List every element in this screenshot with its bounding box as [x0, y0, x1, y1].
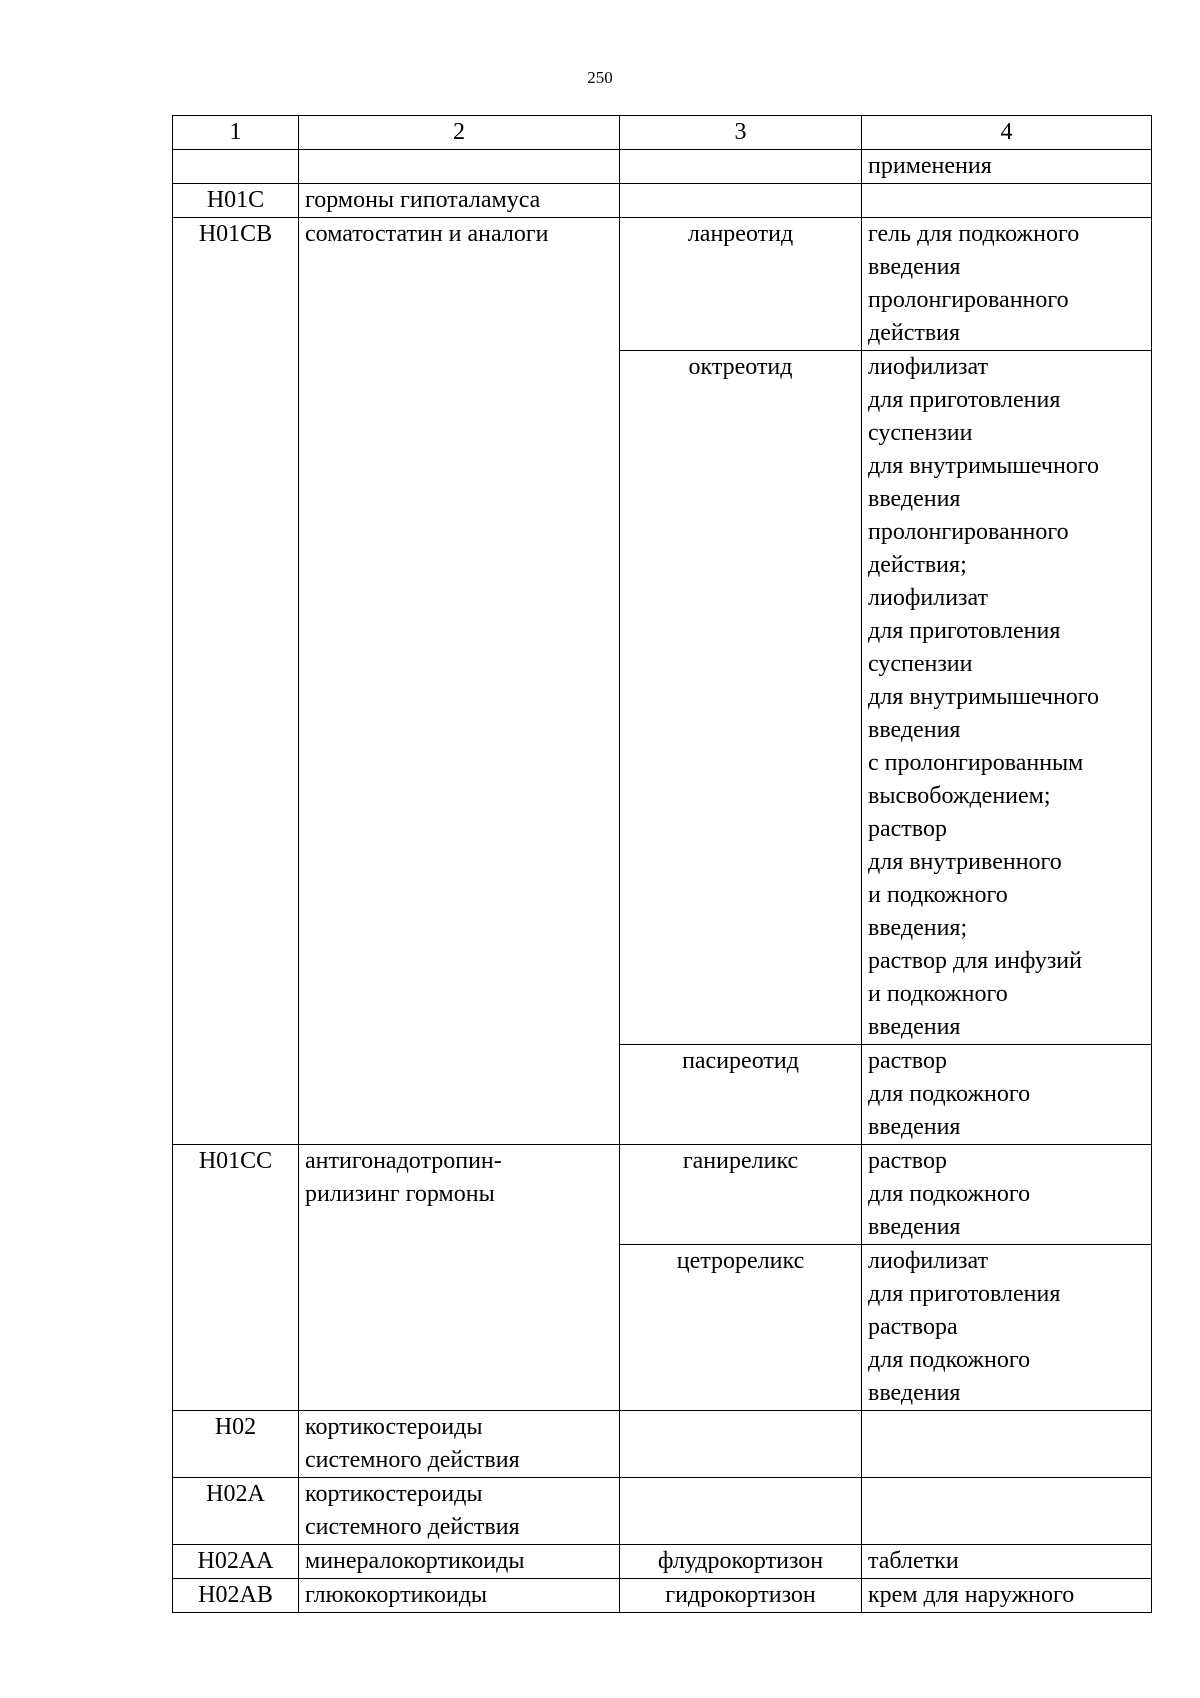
- dosage-form-cell: раствор для подкожного введения: [862, 1145, 1152, 1245]
- table-row: [173, 218, 1152, 351]
- dosage-form-cell: применения: [862, 150, 1152, 184]
- atc-code-cell: H02AB: [173, 1579, 299, 1613]
- dosage-form-cell: раствор для подкожного введения: [862, 1045, 1152, 1145]
- column-header: 2: [299, 116, 620, 150]
- inn-cell: ганиреликс: [620, 1145, 862, 1245]
- table-row: [173, 1145, 1152, 1245]
- table-row: [173, 1478, 1152, 1545]
- inn-cell: [620, 184, 862, 218]
- inn-cell: гидрокортизон: [620, 1579, 862, 1613]
- group-cell: кортикостероиды системного действия: [299, 1411, 620, 1478]
- table-row: [173, 1545, 1152, 1579]
- column-header: 1: [173, 116, 299, 150]
- inn-cell: флудрокортизон: [620, 1545, 862, 1579]
- atc-code-cell: [173, 150, 299, 184]
- dosage-form-cell: лиофилизат для приготовления раствора для подкожного введения: [862, 1245, 1152, 1411]
- column-header: 4: [862, 116, 1152, 150]
- dosage-form-cell: крем для наружного: [862, 1579, 1152, 1613]
- group-cell: [299, 150, 620, 184]
- dosage-form-cell: [862, 1478, 1152, 1545]
- atc-code-cell: H01CB: [173, 218, 299, 1145]
- group-cell: глюкокортикоиды: [299, 1579, 620, 1613]
- group-cell: кортикостероиды системного действия: [299, 1478, 620, 1545]
- atc-code-cell: H01CC: [173, 1145, 299, 1411]
- group-cell: антигонадотропин- рилизинг гормоны: [299, 1145, 620, 1411]
- table-row: [173, 1579, 1152, 1613]
- inn-cell: октреотид: [620, 351, 862, 1045]
- dosage-form-cell: лиофилизат для приготовления суспензии для внутримышечного введения пролонгированного действия; лиофилизат для приготовления суспензии для внутримышечного введения с пролонгированным высвобождением; раствор для внутривенного и подкожного введения; раствор для инфузий и подкожного введения: [862, 351, 1152, 1045]
- group-cell: гормоны гипоталамуса: [299, 184, 620, 218]
- header-row: [173, 116, 1152, 150]
- table-row: [173, 1411, 1152, 1478]
- inn-cell: цетрореликс: [620, 1245, 862, 1411]
- group-cell: соматостатин и аналоги: [299, 218, 620, 1145]
- inn-cell: [620, 1411, 862, 1478]
- inn-cell: ланреотид: [620, 218, 862, 351]
- group-cell: минералокортикоиды: [299, 1545, 620, 1579]
- drug-table: [172, 115, 1152, 1613]
- inn-cell: [620, 150, 862, 184]
- atc-code-cell: H02AA: [173, 1545, 299, 1579]
- dosage-form-cell: [862, 184, 1152, 218]
- atc-code-cell: H02A: [173, 1478, 299, 1545]
- dosage-form-cell: гель для подкожного введения пролонгированного действия: [862, 218, 1152, 351]
- atc-code-cell: H01C: [173, 184, 299, 218]
- inn-cell: пасиреотид: [620, 1045, 862, 1145]
- page-number: 250: [587, 68, 613, 87]
- inn-cell: [620, 1478, 862, 1545]
- dosage-form-cell: [862, 1411, 1152, 1478]
- column-header: 3: [620, 116, 862, 150]
- dosage-form-cell: таблетки: [862, 1545, 1152, 1579]
- table-row: [173, 184, 1152, 218]
- table-row: [173, 150, 1152, 184]
- atc-code-cell: H02: [173, 1411, 299, 1478]
